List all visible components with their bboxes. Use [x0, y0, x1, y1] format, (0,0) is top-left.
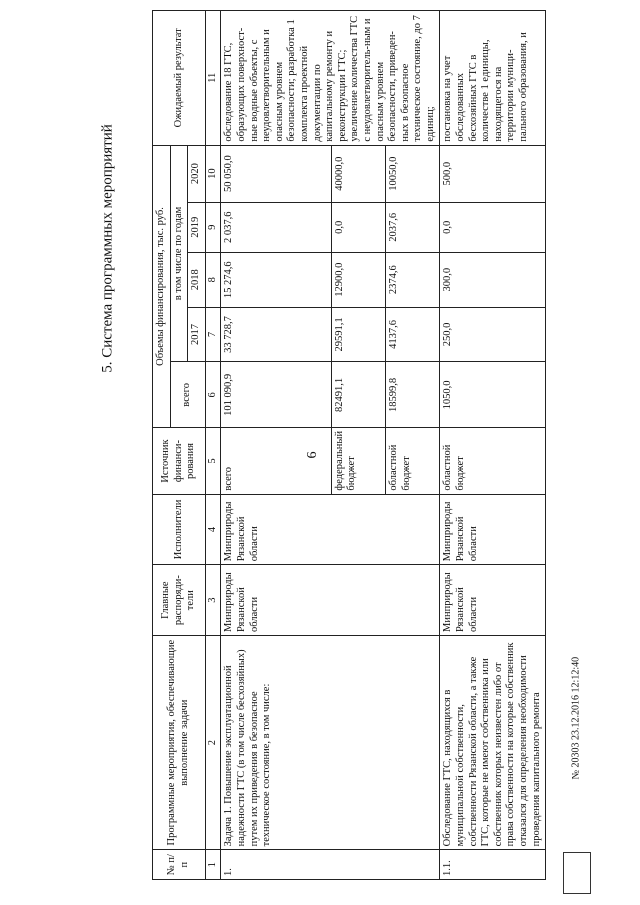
header-program: Программные мероприятия, обеспечивающие выполнение задачи	[153, 635, 206, 849]
electronic-signature-mark	[563, 852, 591, 894]
header-2018: 2018	[188, 252, 206, 307]
section-title: 5. Система программных мероприятий	[99, 124, 116, 373]
header-by-years: в том числе по годам	[170, 145, 188, 362]
program-table-page	[152, 10, 622, 880]
amount-total: 18599,8	[385, 362, 439, 428]
result-cell: постановка на учет обследованных бесхозяйных ГТС в количестве 1 единицы, находящегося на территории муници-пального образования, и	[440, 11, 546, 146]
program-text: Обследование ГТС, находящихся в муниципальной собственности, собственности Рязанской области, а также ГТС, которые не имеют собственника или собственник которых неизвестен либо от права собственности на которые собственник отказался для определения необходимости проведения капитального ремонта	[440, 635, 546, 849]
header-2017: 2017	[188, 307, 206, 362]
column-index: 5	[205, 428, 221, 494]
amount-2020: 10050,0	[385, 145, 439, 202]
header-managers: Главные распоряди-тели	[153, 565, 206, 636]
header-2020: 2020	[188, 145, 206, 202]
column-index: 4	[205, 494, 221, 565]
amount-2019: 0,0	[331, 202, 385, 252]
result-cell: обследование 18 ГТС, образующих поверхност-ные водные объекты, с неудовлетворительным и опасным уровнем безопасности; разработка 1 комплекта проектной документации по капитальному ремонту и реконструкции ГТС; увеличение количества ГТС с неудовлетворитель-ным и опасным уровнем безопасности, приведен-ных в безопасное техническое состояние, до 7 единиц;	[221, 11, 440, 146]
row-number: 1.1.	[440, 850, 546, 880]
executor-cell: Минприроды Рязанской области	[221, 494, 440, 565]
header-total: всего	[170, 362, 205, 428]
amount-2017: 29591,1	[331, 307, 385, 362]
amount-2018: 15 274,6	[221, 252, 331, 307]
amount-2017: 250,0	[440, 307, 546, 362]
amount-2018: 300,0	[440, 252, 546, 307]
amount-2020: 50 050,0	[221, 145, 331, 202]
table-row	[221, 11, 331, 880]
amount-2020: 500,0	[440, 145, 546, 202]
amount-2017: 4137,6	[385, 307, 439, 362]
executor-cell: Минприроды Рязанской области	[440, 494, 546, 565]
amount-2018: 12900,0	[331, 252, 385, 307]
column-index: 10	[205, 145, 221, 202]
program-table	[152, 10, 546, 880]
column-index: 6	[205, 362, 221, 428]
manager-cell: Минприроды Рязанской области	[440, 565, 546, 636]
header-result: Ожидаемый результат	[153, 11, 206, 146]
column-index: 2	[205, 635, 221, 849]
source-cell: областной бюджет	[385, 428, 439, 494]
amount-2018: 2374,6	[385, 252, 439, 307]
source-cell: всего	[221, 428, 331, 494]
table-row	[440, 11, 546, 880]
column-index: 8	[205, 252, 221, 307]
source-cell: областной бюджет	[440, 428, 546, 494]
column-index: 1	[205, 850, 221, 880]
amount-2017: 33 728,7	[221, 307, 331, 362]
amount-2019: 0,0	[440, 202, 546, 252]
amount-2020: 40000,0	[331, 145, 385, 202]
amount-2019: 2037,6	[385, 202, 439, 252]
header-2019: 2019	[188, 202, 206, 252]
manager-cell: Минприроды Рязанской области	[221, 565, 440, 636]
header-executors: Исполнители	[153, 494, 206, 565]
program-text: Задача 1. Повышение эксплуатационной надежности ГТС (в том числе бесхозяйных) путем их приведения в безопасное техническое состояние, в том числе:	[221, 635, 440, 849]
row-number: 1.	[221, 850, 440, 880]
column-index: 3	[205, 565, 221, 636]
column-index: 9	[205, 202, 221, 252]
amount-total: 101 090,9	[221, 362, 331, 428]
amount-total: 82491,1	[331, 362, 385, 428]
column-index-row	[205, 11, 221, 880]
document-registration-stamp: № 20303 23.12.2016 12:12:40	[570, 656, 582, 780]
amount-total: 1050,0	[440, 362, 546, 428]
column-index: 7	[205, 307, 221, 362]
page-number: 6	[305, 451, 320, 459]
source-cell: федеральный бюджет	[331, 428, 385, 494]
column-index: 11	[205, 11, 221, 146]
header-funding: Объемы финансирования, тыс. руб.	[153, 145, 171, 428]
header-source: Источник финанси-рования	[153, 428, 206, 494]
header-number: № п/п	[153, 850, 206, 880]
amount-2019: 2 037,6	[221, 202, 331, 252]
